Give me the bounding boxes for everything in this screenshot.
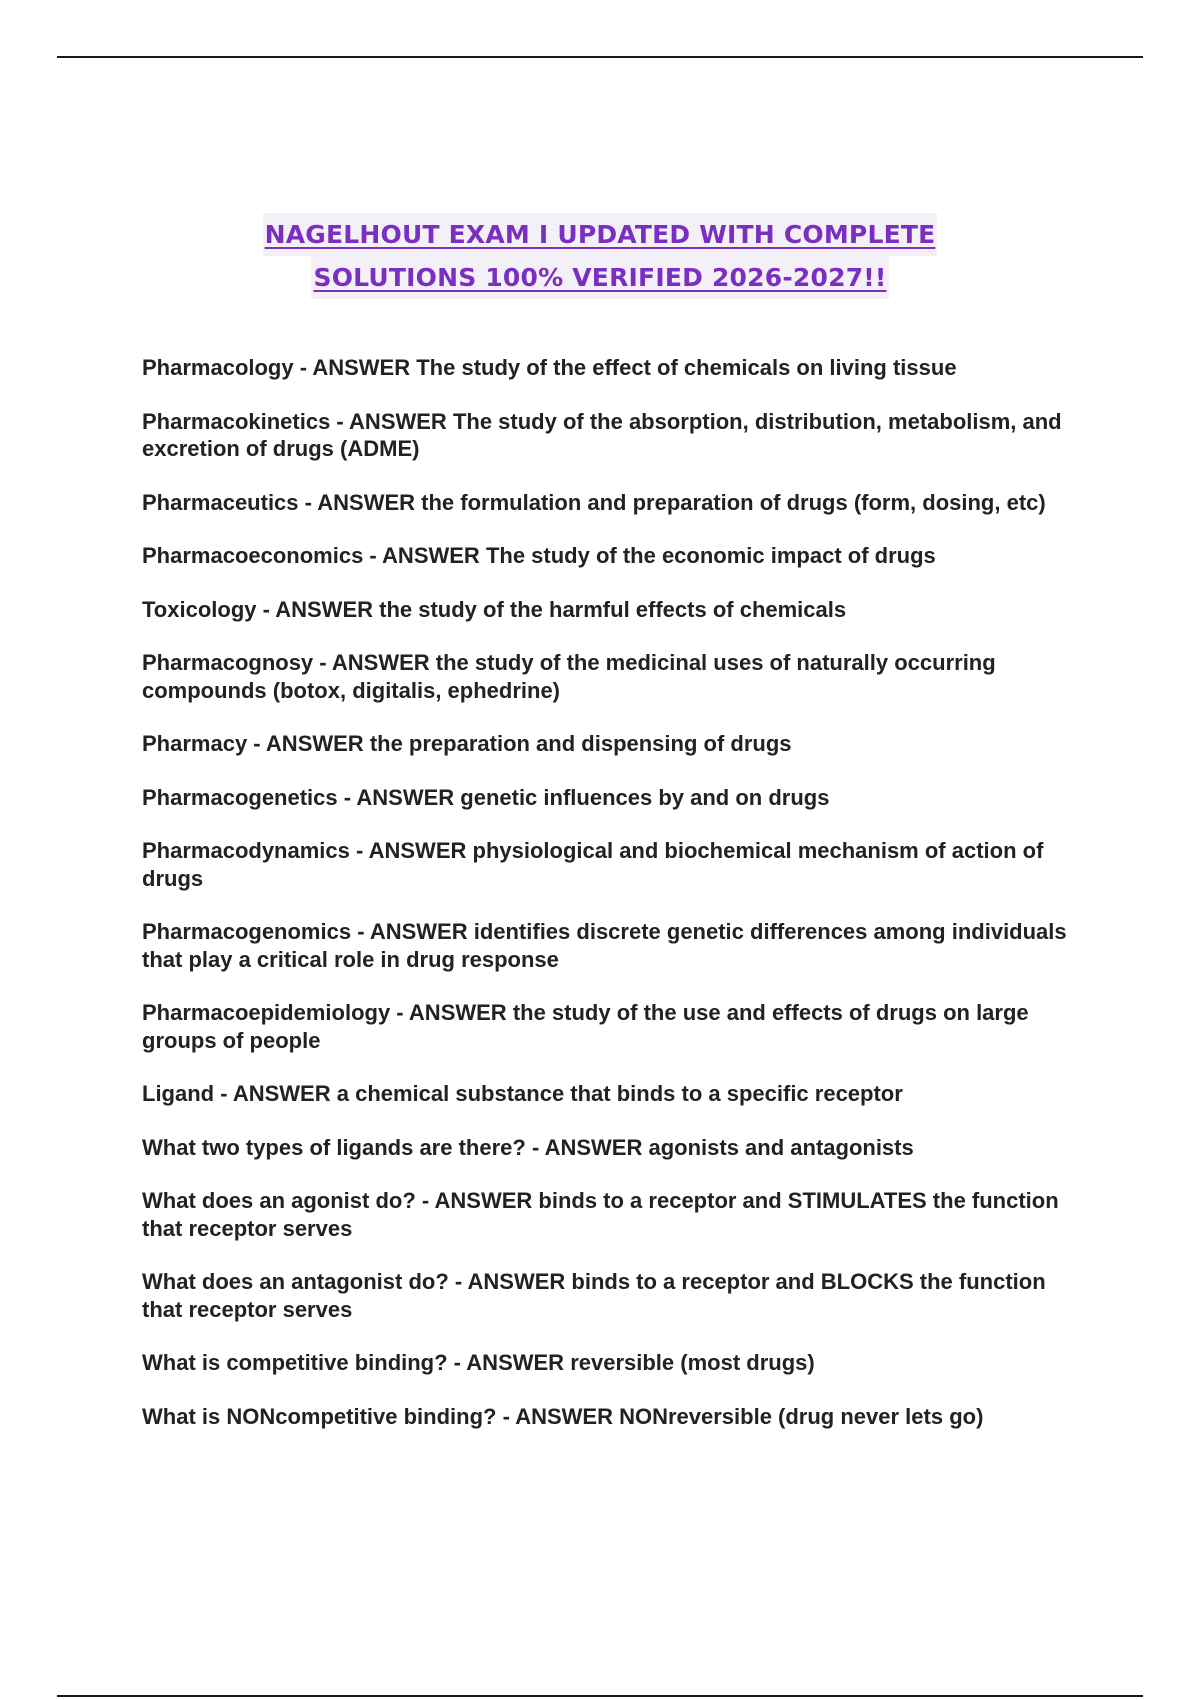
qa-item bbox=[142, 408, 1072, 463]
qa-separator: - ANSWER bbox=[415, 1188, 539, 1213]
qa-item bbox=[142, 649, 1072, 704]
qa-separator: - ANSWER bbox=[293, 355, 417, 380]
qa-separator: - ANSWER bbox=[247, 731, 370, 756]
qa-answer: agonists and antagonists bbox=[648, 1134, 914, 1160]
qa-answer: NONreversible (drug never lets go) bbox=[619, 1403, 984, 1429]
qa-answer: the preparation and dispensing of drugs bbox=[369, 731, 792, 756]
bottom-rule bbox=[57, 1695, 1143, 1697]
title-line-1: NAGELHOUT EXAM I UPDATED WITH COMPLETE bbox=[263, 213, 938, 256]
qa-term: Toxicology bbox=[142, 596, 257, 622]
qa-item bbox=[142, 999, 1072, 1054]
qa-answer: The study of the economic impact of drugs bbox=[485, 543, 936, 568]
qa-separator: - ANSWER bbox=[349, 838, 473, 863]
qa-answer: reversible (most drugs) bbox=[570, 1350, 815, 1375]
qa-term: What is NONcompetitive binding? bbox=[142, 1403, 497, 1429]
qa-term: Pharmacoeconomics bbox=[142, 543, 364, 568]
qa-answer: genetic influences by and on drugs bbox=[460, 784, 830, 810]
qa-answer: the formulation and preparation of drugs (form, dosing, etc) bbox=[421, 489, 1046, 515]
qa-separator: - ANSWER bbox=[313, 650, 436, 675]
qa-term: Pharmacognosy bbox=[142, 650, 314, 675]
qa-answer: a chemical substance that binds to a specific receptor bbox=[336, 1081, 903, 1106]
qa-term: Pharmacogenomics bbox=[142, 919, 352, 944]
top-rule bbox=[57, 56, 1143, 58]
qa-term: What is competitive binding? bbox=[142, 1350, 448, 1375]
qa-answer: The study of the effect of chemicals on living tissue bbox=[416, 355, 957, 380]
qa-term: What does an agonist do? bbox=[142, 1188, 416, 1213]
qa-answer: the study of the use and effects of drugs on large groups of people bbox=[142, 1000, 1029, 1053]
qa-item bbox=[142, 542, 1072, 570]
qa-term: Ligand bbox=[142, 1081, 215, 1106]
qa-item bbox=[142, 1187, 1072, 1242]
qa-item bbox=[142, 596, 1072, 624]
qa-separator: - ANSWER bbox=[214, 1081, 337, 1106]
qa-item bbox=[142, 1080, 1072, 1108]
qa-item bbox=[142, 918, 1072, 973]
qa-item bbox=[142, 730, 1072, 758]
qa-term: Pharmacogenetics bbox=[142, 784, 338, 810]
qa-separator: - ANSWER bbox=[330, 408, 453, 434]
qa-separator: - ANSWER bbox=[351, 919, 474, 944]
qa-separator: - ANSWER bbox=[447, 1350, 571, 1375]
qa-term: Pharmacoepidemiology bbox=[142, 1000, 391, 1025]
qa-term: Pharmacokinetics bbox=[142, 408, 331, 434]
qa-answer: identifies discrete genetic differences among individuals that play a critical role in drug response bbox=[142, 919, 1067, 972]
qa-term: Pharmaceutics bbox=[142, 489, 299, 515]
qa-term: Pharmacodynamics bbox=[142, 838, 350, 863]
qa-separator: - ANSWER bbox=[256, 596, 380, 622]
qa-separator: - ANSWER bbox=[525, 1134, 649, 1160]
qa-item bbox=[142, 489, 1072, 517]
qa-item bbox=[142, 837, 1072, 892]
qa-item bbox=[142, 1349, 1072, 1377]
qa-answer: the study of the harmful effects of chemicals bbox=[379, 596, 847, 622]
qa-list bbox=[142, 354, 1072, 1456]
qa-separator: - ANSWER bbox=[496, 1403, 620, 1429]
qa-answer: the study of the medicinal uses of naturally occurring compounds (botox, digitalis, ephedrine) bbox=[142, 650, 996, 703]
qa-answer: binds to a receptor and BLOCKS the function that receptor serves bbox=[142, 1269, 1046, 1322]
qa-item bbox=[142, 1268, 1072, 1323]
document-title bbox=[0, 213, 1200, 299]
qa-separator: - ANSWER bbox=[337, 784, 461, 810]
qa-item bbox=[142, 354, 1072, 382]
qa-separator: - ANSWER bbox=[390, 1000, 513, 1025]
qa-separator: - ANSWER bbox=[448, 1269, 572, 1294]
qa-term: Pharmacy bbox=[142, 731, 248, 756]
qa-separator: - ANSWER bbox=[298, 489, 422, 515]
qa-item bbox=[142, 1134, 1072, 1162]
qa-separator: - ANSWER bbox=[363, 543, 486, 568]
qa-item bbox=[142, 784, 1072, 812]
qa-term: What two types of ligands are there? bbox=[142, 1134, 526, 1160]
qa-answer: The study of the absorption, distribution, metabolism, and excretion of drugs (ADME) bbox=[142, 408, 1062, 461]
title-line-2: SOLUTIONS 100% VERIFIED 2026-2027!! bbox=[311, 256, 888, 299]
qa-answer: physiological and biochemical mechanism of action of drugs bbox=[142, 838, 1044, 891]
qa-item bbox=[142, 1403, 1072, 1431]
qa-term: What does an antagonist do? bbox=[142, 1269, 449, 1294]
qa-term: Pharmacology bbox=[142, 355, 294, 380]
qa-answer: binds to a receptor and STIMULATES the function that receptor serves bbox=[142, 1188, 1059, 1241]
